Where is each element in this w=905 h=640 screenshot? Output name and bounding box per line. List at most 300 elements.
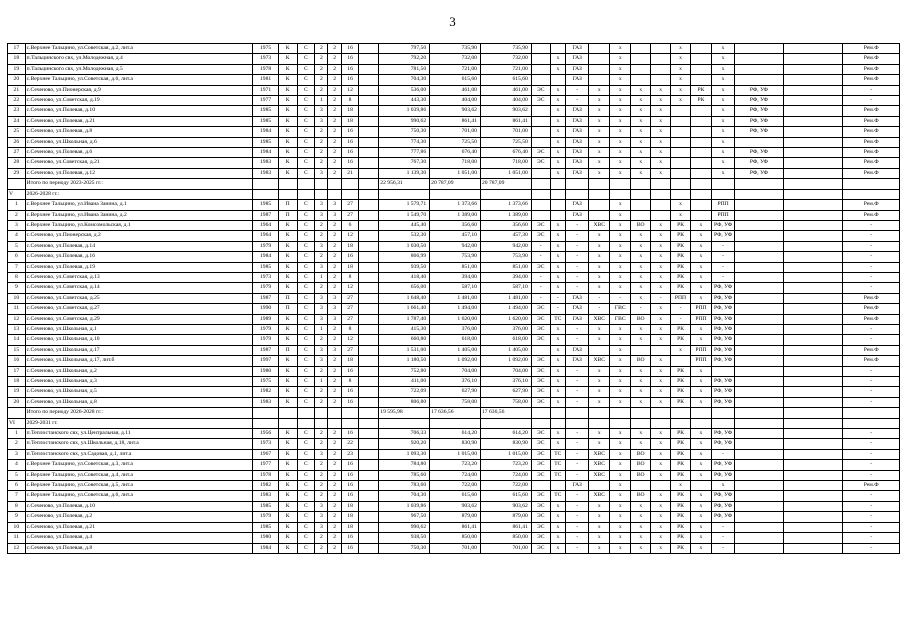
table-cell: ТС: [550, 449, 565, 459]
table-cell: С: [297, 387, 315, 397]
table-row: [8, 116, 900, 126]
table-cell: П: [278, 200, 297, 210]
table-cell: -: [566, 387, 589, 397]
table-cell: ЭС: [531, 470, 550, 480]
table-cell: С: [297, 210, 315, 220]
table-cell: [430, 418, 481, 428]
table-cell: x: [631, 231, 651, 241]
table-cell: 2026-2028 гг.:: [25, 189, 253, 199]
table-cell: [735, 324, 784, 334]
table-cell: [550, 210, 565, 220]
table-cell: x: [651, 137, 671, 147]
table-cell: 2: [328, 231, 341, 241]
table-cell: 2: [328, 501, 341, 511]
table-cell: x: [631, 533, 651, 543]
table-cell: [531, 210, 550, 220]
table-cell: x: [550, 220, 565, 230]
table-cell: [735, 75, 784, 85]
table-cell: 2: [328, 481, 341, 491]
table-cell: [690, 158, 711, 168]
table-cell: -: [589, 304, 610, 314]
table-cell: x: [550, 543, 565, 553]
table-cell: 850,00: [430, 533, 481, 543]
table-cell: -: [843, 252, 900, 262]
table-cell: [735, 179, 784, 189]
table-cell: 11: [8, 304, 26, 314]
table-cell: С: [297, 116, 315, 126]
table-cell: ГАЗ: [566, 127, 589, 137]
table-cell: 10: [8, 293, 26, 303]
table-cell: x: [690, 387, 711, 397]
table-cell: К: [278, 491, 297, 501]
table-cell: ЭС: [531, 533, 550, 543]
table-cell: x: [711, 85, 734, 95]
table-cell: 1973: [253, 54, 278, 64]
table-cell: 2: [328, 137, 341, 147]
table-cell: К: [278, 283, 297, 293]
table-cell: 5: [8, 241, 26, 251]
table-cell: x: [589, 231, 610, 241]
table-cell: x: [651, 512, 671, 522]
table-cell: 792,20: [379, 54, 430, 64]
table-cell: 18: [341, 356, 359, 366]
table-cell: ВО: [631, 491, 651, 501]
table-cell: 1987: [253, 293, 278, 303]
table-cell: РФ, УФ: [711, 439, 734, 449]
table-cell: x: [631, 252, 651, 262]
table-cell: x: [610, 512, 631, 522]
table-cell: [566, 179, 589, 189]
table-cell: x: [610, 449, 631, 459]
table-cell: ЭС: [531, 220, 550, 230]
table-cell: [631, 210, 651, 220]
table-cell: [566, 418, 589, 428]
table-cell: Рем.Ф: [843, 356, 900, 366]
table-row: [8, 272, 900, 282]
table-cell: [253, 179, 278, 189]
table-cell: С: [297, 304, 315, 314]
table-cell: 706,33: [379, 429, 430, 439]
table-cell: 445,40: [379, 220, 430, 230]
table-cell: [735, 397, 784, 407]
table-cell: -: [843, 366, 900, 376]
table-cell: 8: [341, 272, 359, 282]
table-cell: с.Сеченово, ул.Школьная, д.3: [25, 377, 253, 387]
table-cell: x: [589, 377, 610, 387]
table-cell: с.Верхнее Тальцино, ул.Советская, д.3, лит.а: [25, 460, 253, 470]
table-cell: -: [566, 241, 589, 251]
table-cell: x: [671, 481, 691, 491]
table-cell: [278, 189, 297, 199]
table-cell: РК: [671, 272, 691, 282]
table-cell: x: [690, 377, 711, 387]
register-body: [8, 44, 900, 554]
table-cell: x: [651, 127, 671, 137]
table-cell: [359, 501, 379, 511]
table-cell: 1978: [253, 64, 278, 74]
table-cell: -: [843, 470, 900, 480]
table-cell: -: [566, 96, 589, 106]
table-cell: 23: [8, 106, 26, 116]
table-cell: РПП: [671, 293, 691, 303]
table-cell: -: [531, 283, 550, 293]
table-cell: [690, 44, 711, 54]
table-cell: РК: [671, 543, 691, 553]
table-cell: -: [843, 522, 900, 532]
table-cell: 851,00: [480, 262, 531, 272]
table-cell: [359, 377, 379, 387]
table-cell: [359, 220, 379, 230]
table-row: [8, 262, 900, 272]
table-cell: ЭС: [531, 96, 550, 106]
table-cell: с.Сеченово, ул.Советская, д.21: [25, 158, 253, 168]
table-cell: [359, 106, 379, 116]
table-cell: К: [278, 470, 297, 480]
table-cell: с.Сеченово, ул.Школьная, д.5: [25, 387, 253, 397]
table-cell: x: [631, 512, 651, 522]
table-cell: [671, 189, 691, 199]
table-cell: РК: [671, 533, 691, 543]
table-cell: ГАЗ: [566, 44, 589, 54]
table-row: [8, 44, 900, 54]
table-row: [8, 314, 900, 324]
table-cell: 1985: [253, 106, 278, 116]
table-cell: 615,60: [430, 491, 481, 501]
table-cell: 1997: [253, 356, 278, 366]
table-cell: 22 956,31: [379, 179, 430, 189]
table-cell: [359, 533, 379, 543]
table-cell: x: [589, 439, 610, 449]
table-cell: 2: [315, 481, 328, 491]
table-cell: [690, 168, 711, 178]
table-cell: К: [278, 335, 297, 345]
table-cell: x: [631, 262, 651, 272]
table-cell: 29: [8, 168, 26, 178]
table-cell: К: [278, 314, 297, 324]
table-cell: Рем.Ф: [843, 314, 900, 324]
table-cell: [735, 335, 784, 345]
table-cell: x: [550, 252, 565, 262]
table-cell: 861,41: [480, 522, 531, 532]
table-cell: x: [711, 75, 734, 85]
table-cell: 1985: [253, 262, 278, 272]
table-cell: [690, 64, 711, 74]
table-cell: 1: [315, 272, 328, 282]
table-cell: 1956: [253, 429, 278, 439]
table-cell: Рем.Ф: [843, 210, 900, 220]
table-cell: x: [610, 64, 631, 74]
table-cell: -: [671, 314, 691, 324]
table-cell: -: [566, 324, 589, 334]
table-cell: 2: [315, 283, 328, 293]
table-cell: 903,62: [430, 106, 481, 116]
table-cell: [690, 54, 711, 64]
table-cell: [359, 512, 379, 522]
table-cell: x: [610, 397, 631, 407]
table-cell: x: [589, 127, 610, 137]
table-cell: -: [843, 241, 900, 251]
table-cell: [631, 200, 651, 210]
table-cell: 23: [341, 449, 359, 459]
table-cell: -: [843, 533, 900, 543]
table-cell: [783, 106, 843, 116]
table-cell: -: [566, 533, 589, 543]
table-cell: x: [651, 272, 671, 282]
table-cell: x: [610, 210, 631, 220]
table-cell: с.Сеченово, ул.Советская, д.14: [25, 283, 253, 293]
table-cell: -: [531, 293, 550, 303]
table-cell: ГАЗ: [566, 64, 589, 74]
table-cell: с.Сеченово, ул.Советская, д.25: [25, 293, 253, 303]
table-cell: С: [297, 44, 315, 54]
table-cell: ЭС: [531, 439, 550, 449]
table-cell: x: [631, 85, 651, 95]
table-cell: ЭС: [531, 148, 550, 158]
table-cell: [8, 408, 26, 418]
table-cell: 587,10: [430, 283, 481, 293]
table-cell: 3: [328, 345, 341, 355]
table-cell: [278, 179, 297, 189]
table-cell: x: [550, 397, 565, 407]
table-cell: 615,60: [480, 491, 531, 501]
table-cell: x: [651, 491, 671, 501]
table-cell: РК: [671, 252, 691, 262]
table-cell: РК: [671, 439, 691, 449]
table-cell: 1979: [253, 324, 278, 334]
table-cell: 704,00: [430, 366, 481, 376]
table-cell: [783, 200, 843, 210]
table-cell: x: [690, 241, 711, 251]
table-cell: К: [278, 366, 297, 376]
table-cell: x: [671, 64, 691, 74]
table-cell: [359, 262, 379, 272]
table-cell: К: [278, 460, 297, 470]
table-cell: -: [843, 439, 900, 449]
table-cell: [671, 158, 691, 168]
table-cell: К: [278, 377, 297, 387]
table-cell: x: [550, 168, 565, 178]
table-cell: 2: [8, 439, 26, 449]
table-cell: РК: [671, 501, 691, 511]
table-cell: x: [550, 231, 565, 241]
table-cell: x: [589, 512, 610, 522]
table-cell: [735, 64, 784, 74]
table-cell: Рем.Ф: [843, 116, 900, 126]
table-cell: 1975: [253, 377, 278, 387]
table-cell: ЭС: [531, 377, 550, 387]
table-cell: К: [278, 449, 297, 459]
table-cell: 16: [341, 460, 359, 470]
table-cell: -: [550, 304, 565, 314]
table-cell: [843, 189, 900, 199]
table-cell: x: [690, 543, 711, 553]
table-cell: [735, 439, 784, 449]
table-cell: 3: [315, 304, 328, 314]
table-cell: [783, 470, 843, 480]
table-cell: x: [651, 148, 671, 158]
table-row: [8, 200, 900, 210]
table-cell: [671, 408, 691, 418]
table-cell: -: [843, 85, 900, 95]
table-cell: 457,10: [430, 231, 481, 241]
table-cell: [735, 387, 784, 397]
table-cell: 1 661,40: [379, 304, 430, 314]
table-cell: [783, 283, 843, 293]
table-cell: x: [651, 449, 671, 459]
table-cell: [253, 189, 278, 199]
table-cell: [735, 293, 784, 303]
table-cell: ХВС: [589, 220, 610, 230]
table-cell: С: [297, 252, 315, 262]
table-cell: [359, 44, 379, 54]
table-cell: x: [589, 324, 610, 334]
table-cell: РК: [671, 335, 691, 345]
table-cell: [610, 408, 631, 418]
table-cell: Итого по периоду 2026-2028 гг.:: [25, 408, 253, 418]
table-cell: 11: [8, 533, 26, 543]
table-cell: 3: [315, 522, 328, 532]
table-cell: [783, 345, 843, 355]
table-cell: x: [610, 85, 631, 95]
table-cell: [735, 210, 784, 220]
table-cell: [531, 116, 550, 126]
table-cell: [297, 418, 315, 428]
table-cell: [610, 189, 631, 199]
table-cell: 1 093,30: [379, 449, 430, 459]
table-cell: 16: [341, 543, 359, 553]
table-cell: с.Сеченово, ул.Полевая, д.8: [25, 127, 253, 137]
table-cell: 1: [315, 96, 328, 106]
table-cell: x: [610, 272, 631, 282]
table-cell: С: [297, 64, 315, 74]
table-cell: 614,20: [430, 429, 481, 439]
table-cell: ЭС: [531, 522, 550, 532]
table-cell: -: [566, 231, 589, 241]
table-cell: ГАЗ: [566, 106, 589, 116]
table-cell: 732,00: [480, 54, 531, 64]
table-cell: с.Сеченово, ул.Полевая, д.21: [25, 522, 253, 532]
table-cell: РФ, УФ: [711, 345, 734, 355]
table-cell: [315, 418, 328, 428]
table-cell: 722,00: [430, 481, 481, 491]
table-cell: с.Сеченово, ул.Полевая, д.21: [25, 116, 253, 126]
table-cell: 1985: [253, 522, 278, 532]
table-cell: РПП: [711, 210, 734, 220]
table-cell: -: [566, 429, 589, 439]
table-cell: с.Сеченово, ул.Советская, д.13: [25, 272, 253, 282]
table-cell: [253, 418, 278, 428]
table-cell: 8: [8, 272, 26, 282]
table-cell: 16: [341, 387, 359, 397]
table-cell: x: [690, 272, 711, 282]
table-cell: V: [8, 189, 26, 199]
table-cell: [671, 137, 691, 147]
table-cell: x: [651, 501, 671, 511]
table-cell: [566, 408, 589, 418]
table-cell: п.Тальцинского свх, ул.Молодежная, д.5: [25, 64, 253, 74]
table-cell: 1985: [253, 200, 278, 210]
table-cell: x: [550, 324, 565, 334]
table-cell: [589, 481, 610, 491]
table-cell: [550, 418, 565, 428]
table-cell: с.Сеченово, ул.Полевая, д.19: [25, 262, 253, 272]
table-cell: -: [631, 304, 651, 314]
table-cell: -: [566, 449, 589, 459]
table-cell: 2: [315, 137, 328, 147]
table-cell: 2: [315, 397, 328, 407]
table-cell: 1984: [253, 148, 278, 158]
table-cell: [359, 418, 379, 428]
table-cell: С: [297, 345, 315, 355]
table-cell: 2: [328, 283, 341, 293]
table-cell: -: [566, 377, 589, 387]
table-row: [8, 533, 900, 543]
table-cell: [783, 543, 843, 553]
table-cell: x: [550, 283, 565, 293]
table-cell: К: [278, 231, 297, 241]
table-cell: ЭС: [531, 356, 550, 366]
table-cell: -: [566, 366, 589, 376]
table-cell: [531, 408, 550, 418]
table-cell: [690, 148, 711, 158]
table-cell: 3: [315, 241, 328, 251]
table-cell: [359, 345, 379, 355]
table-cell: -: [566, 85, 589, 95]
table-cell: с.Сеченово, ул.Полевая, д.12: [25, 168, 253, 178]
table-cell: Рем.Ф: [843, 293, 900, 303]
table-cell: x: [631, 522, 651, 532]
table-cell: [531, 189, 550, 199]
table-cell: x: [610, 158, 631, 168]
table-cell: 2: [328, 272, 341, 282]
table-cell: [783, 220, 843, 230]
table-cell: [610, 179, 631, 189]
table-cell: 10: [8, 522, 26, 532]
table-cell: 1964: [253, 220, 278, 230]
table-cell: x: [631, 272, 651, 282]
table-cell: 1 481,00: [430, 293, 481, 303]
table-cell: [328, 408, 341, 418]
table-cell: 942,00: [480, 241, 531, 251]
table-cell: С: [297, 335, 315, 345]
table-cell: 797,50: [379, 44, 430, 54]
table-cell: К: [278, 272, 297, 282]
table-cell: x: [550, 241, 565, 251]
table-cell: 24: [8, 116, 26, 126]
table-cell: ГАЗ: [566, 200, 589, 210]
table-cell: 2: [328, 54, 341, 64]
table-cell: x: [589, 148, 610, 158]
table-cell: 2: [315, 44, 328, 54]
table-cell: 1: [315, 324, 328, 334]
table-cell: [589, 64, 610, 74]
table-cell: x: [671, 345, 691, 355]
table-cell: С: [297, 439, 315, 449]
table-cell: x: [550, 366, 565, 376]
table-cell: [359, 470, 379, 480]
table-cell: ЭС: [531, 429, 550, 439]
table-cell: РК: [671, 324, 691, 334]
table-cell: [550, 481, 565, 491]
table-cell: x: [631, 96, 651, 106]
table-cell: ГАЗ: [566, 481, 589, 491]
table-cell: К: [278, 439, 297, 449]
table-cell: [480, 418, 531, 428]
table-cell: 3: [315, 210, 328, 220]
table-cell: 16: [341, 252, 359, 262]
table-cell: x: [690, 262, 711, 272]
table-cell: 939,50: [379, 262, 430, 272]
